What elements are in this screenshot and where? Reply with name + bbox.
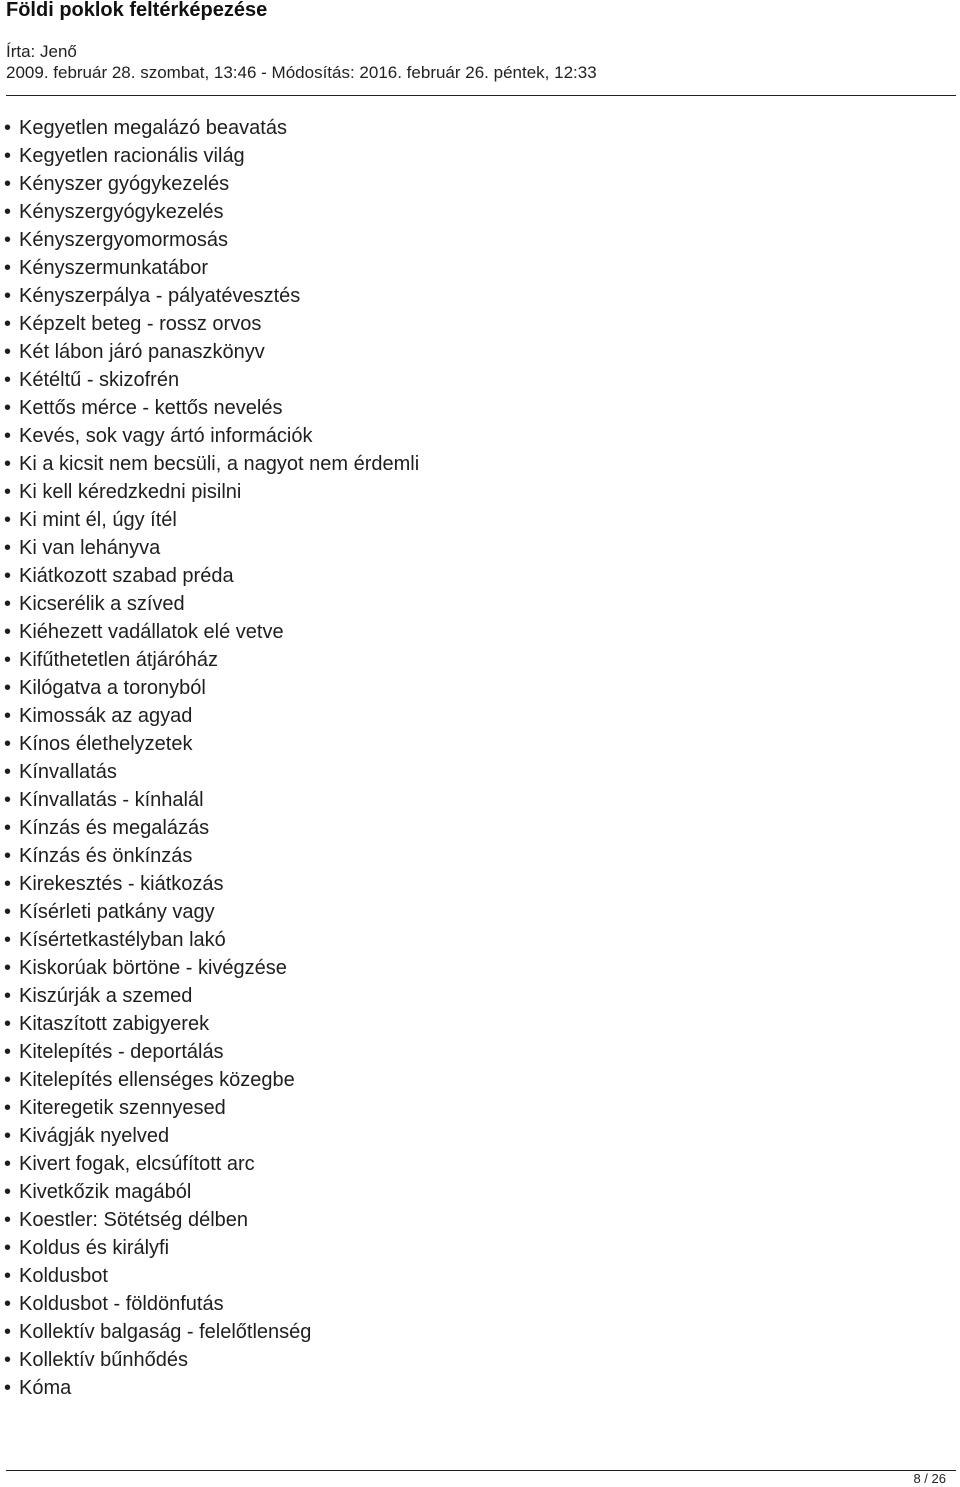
list-item bbox=[4, 506, 419, 534]
list-item-text: Kiskorúak börtöne - kivégzése bbox=[19, 957, 287, 979]
list-item bbox=[4, 338, 419, 366]
bullet-icon: • bbox=[4, 397, 12, 419]
list-item bbox=[4, 1206, 419, 1234]
bullet-icon: • bbox=[4, 1377, 12, 1399]
bullet-icon: • bbox=[4, 1153, 12, 1175]
list-item bbox=[4, 534, 419, 562]
list-item bbox=[4, 1178, 419, 1206]
list-item bbox=[4, 1038, 419, 1066]
bullet-icon: • bbox=[4, 285, 12, 307]
bullet-icon: • bbox=[4, 1349, 12, 1371]
bullet-icon: • bbox=[4, 649, 12, 671]
list-item bbox=[4, 1346, 419, 1374]
list-item-text: Ki van lehányva bbox=[19, 537, 161, 559]
list-item-text: Kivágják nyelved bbox=[19, 1125, 170, 1147]
list-item-text: Kitaszított zabigyerek bbox=[19, 1013, 210, 1035]
list-item bbox=[4, 562, 419, 590]
bullet-icon: • bbox=[4, 537, 12, 559]
list-item bbox=[4, 898, 419, 926]
bullet-icon: • bbox=[4, 677, 12, 699]
list-item bbox=[4, 366, 419, 394]
bullet-icon: • bbox=[4, 621, 12, 643]
list-item-text: Kilógatva a toronyból bbox=[19, 677, 206, 699]
bullet-icon: • bbox=[4, 257, 12, 279]
bullet-icon: • bbox=[4, 145, 12, 167]
list-item-text: Kétéltű - skizofrén bbox=[19, 369, 180, 391]
list-item-text: Kiteregetik szennyesed bbox=[19, 1097, 226, 1119]
list-item bbox=[4, 618, 419, 646]
list-item-text: Kiéhezett vadállatok elé vetve bbox=[19, 621, 284, 643]
bullet-icon: • bbox=[4, 481, 12, 503]
list-item-text: Kísérleti patkány vagy bbox=[19, 901, 215, 923]
bullet-icon: • bbox=[4, 313, 12, 335]
list-item bbox=[4, 954, 419, 982]
list-item bbox=[4, 170, 419, 198]
list-item-text: Kegyetlen megalázó beavatás bbox=[19, 117, 287, 139]
bullet-icon: • bbox=[4, 705, 12, 727]
list-item bbox=[4, 590, 419, 618]
bullet-icon: • bbox=[4, 425, 12, 447]
bullet-icon: • bbox=[4, 901, 12, 923]
list-item-text: Ki kell kéredzkedni pisilni bbox=[19, 481, 242, 503]
bullet-icon: • bbox=[4, 593, 12, 615]
list-item-text: Kitelepítés - deportálás bbox=[19, 1041, 224, 1063]
list-item bbox=[4, 842, 419, 870]
bullet-icon: • bbox=[4, 509, 12, 531]
list-item bbox=[4, 814, 419, 842]
list-item bbox=[4, 1262, 419, 1290]
author-line: Írta: Jenő bbox=[6, 42, 77, 61]
list-item bbox=[4, 674, 419, 702]
bullet-icon: • bbox=[4, 1069, 12, 1091]
bullet-icon: • bbox=[4, 1013, 12, 1035]
list-item-text: Kiátkozott szabad préda bbox=[19, 565, 234, 587]
bullet-icon: • bbox=[4, 1293, 12, 1315]
list-item bbox=[4, 1122, 419, 1150]
list-item-text: Kísértetkastélyban lakó bbox=[19, 929, 226, 951]
bullet-icon: • bbox=[4, 369, 12, 391]
list-item-text: Kicserélik a szíved bbox=[19, 593, 185, 615]
list-item-text: Kegyetlen racionális világ bbox=[19, 145, 245, 167]
list-item bbox=[4, 1150, 419, 1178]
list-item bbox=[4, 1234, 419, 1262]
list-item-text: Két lábon járó panaszkönyv bbox=[19, 341, 265, 363]
footer-divider bbox=[6, 1470, 956, 1471]
bullet-icon: • bbox=[4, 1097, 12, 1119]
list-item bbox=[4, 226, 419, 254]
list-item-text: Kollektív balgaság - felelőtlenség bbox=[19, 1321, 312, 1343]
list-item-text: Képzelt beteg - rossz orvos bbox=[19, 313, 262, 335]
list-item-text: Kollektív bűnhődés bbox=[19, 1349, 189, 1371]
list-item-text: Kimossák az agyad bbox=[19, 705, 193, 727]
list-item bbox=[4, 870, 419, 898]
bullet-icon: • bbox=[4, 1265, 12, 1287]
page-number: 8 / 26 bbox=[913, 1471, 946, 1486]
list-item bbox=[4, 310, 419, 338]
list-item-text: Kevés, sok vagy ártó információk bbox=[19, 425, 313, 447]
list-item bbox=[4, 114, 419, 142]
bullet-icon: • bbox=[4, 929, 12, 951]
header-divider bbox=[6, 95, 956, 96]
list-item-text: Kirekesztés - kiátkozás bbox=[19, 873, 224, 895]
list-item-text: Kínvallatás bbox=[19, 761, 117, 783]
bullet-icon: • bbox=[4, 985, 12, 1007]
bullet-icon: • bbox=[4, 761, 12, 783]
page-header bbox=[6, 0, 956, 83]
list-item-text: Kóma bbox=[19, 1377, 72, 1399]
bullet-icon: • bbox=[4, 201, 12, 223]
bullet-icon: • bbox=[4, 845, 12, 867]
list-item bbox=[4, 142, 419, 170]
bullet-icon: • bbox=[4, 341, 12, 363]
list-item-text: Kényszer gyógykezelés bbox=[19, 173, 230, 195]
list-item-text: Kivetkőzik magából bbox=[19, 1181, 192, 1203]
list-item bbox=[4, 450, 419, 478]
bullet-icon: • bbox=[4, 565, 12, 587]
bullet-icon: • bbox=[4, 1125, 12, 1147]
list-item-text: Kitelepítés ellenséges közegbe bbox=[19, 1069, 295, 1091]
list-item bbox=[4, 422, 419, 450]
list-item-text: Kínzás és megalázás bbox=[19, 817, 210, 839]
list-item-text: Koestler: Sötétség délben bbox=[19, 1209, 249, 1231]
list-item-text: Kényszergyógykezelés bbox=[19, 201, 224, 223]
list-item bbox=[4, 1318, 419, 1346]
list-item-text: Ki a kicsit nem becsüli, a nagyot nem érdemli bbox=[19, 453, 420, 475]
list-item-text: Kényszergyomormosás bbox=[19, 229, 228, 251]
bullet-icon: • bbox=[4, 733, 12, 755]
list-item bbox=[4, 254, 419, 282]
list-item bbox=[4, 1066, 419, 1094]
list-item-text: Kényszerpálya - pályatévesztés bbox=[19, 285, 301, 307]
bullet-icon: • bbox=[4, 1181, 12, 1203]
list-item bbox=[4, 1094, 419, 1122]
list-item-text: Kifűthetetlen átjáróház bbox=[19, 649, 219, 671]
bullet-icon: • bbox=[4, 173, 12, 195]
list-item bbox=[4, 730, 419, 758]
list-item bbox=[4, 198, 419, 226]
list-item-text: Kivert fogak, elcsúfított arc bbox=[19, 1153, 255, 1175]
list-item bbox=[4, 758, 419, 786]
date-line: 2009. február 28. szombat, 13:46 - Módosítás: 2016. február 26. péntek, 12:33 bbox=[6, 63, 597, 82]
list-item-text: Koldusbot bbox=[19, 1265, 108, 1287]
item-list bbox=[4, 114, 419, 1402]
list-item-text: Koldus és királyfi bbox=[19, 1237, 170, 1259]
list-item bbox=[4, 786, 419, 814]
list-item-text: Koldusbot - földönfutás bbox=[19, 1293, 224, 1315]
list-item-text: Kínzás és önkínzás bbox=[19, 845, 193, 867]
list-item bbox=[4, 394, 419, 422]
page-title: Földi poklok feltérképezése bbox=[6, 0, 268, 21]
bullet-icon: • bbox=[4, 453, 12, 475]
list-item bbox=[4, 646, 419, 674]
list-item-text: Kettős mérce - kettős nevelés bbox=[19, 397, 283, 419]
bullet-icon: • bbox=[4, 117, 12, 139]
bullet-icon: • bbox=[4, 873, 12, 895]
bullet-icon: • bbox=[4, 1237, 12, 1259]
bullet-icon: • bbox=[4, 1209, 12, 1231]
bullet-icon: • bbox=[4, 817, 12, 839]
list-item bbox=[4, 478, 419, 506]
bullet-icon: • bbox=[4, 1041, 12, 1063]
bullet-icon: • bbox=[4, 1321, 12, 1343]
list-item-text: Ki mint él, úgy ítél bbox=[19, 509, 177, 531]
list-item bbox=[4, 1010, 419, 1038]
bullet-icon: • bbox=[4, 957, 12, 979]
list-item-text: Kiszúrják a szemed bbox=[19, 985, 193, 1007]
list-item bbox=[4, 702, 419, 730]
list-item-text: Kényszermunkatábor bbox=[19, 257, 208, 279]
bullet-icon: • bbox=[4, 789, 12, 811]
list-item-text: Kínos élethelyzetek bbox=[19, 733, 193, 755]
list-item bbox=[4, 282, 419, 310]
list-item bbox=[4, 982, 419, 1010]
bullet-icon: • bbox=[4, 229, 12, 251]
list-item bbox=[4, 1374, 419, 1402]
list-item bbox=[4, 1290, 419, 1318]
list-item bbox=[4, 926, 419, 954]
list-item-text: Kínvallatás - kínhalál bbox=[19, 789, 204, 811]
